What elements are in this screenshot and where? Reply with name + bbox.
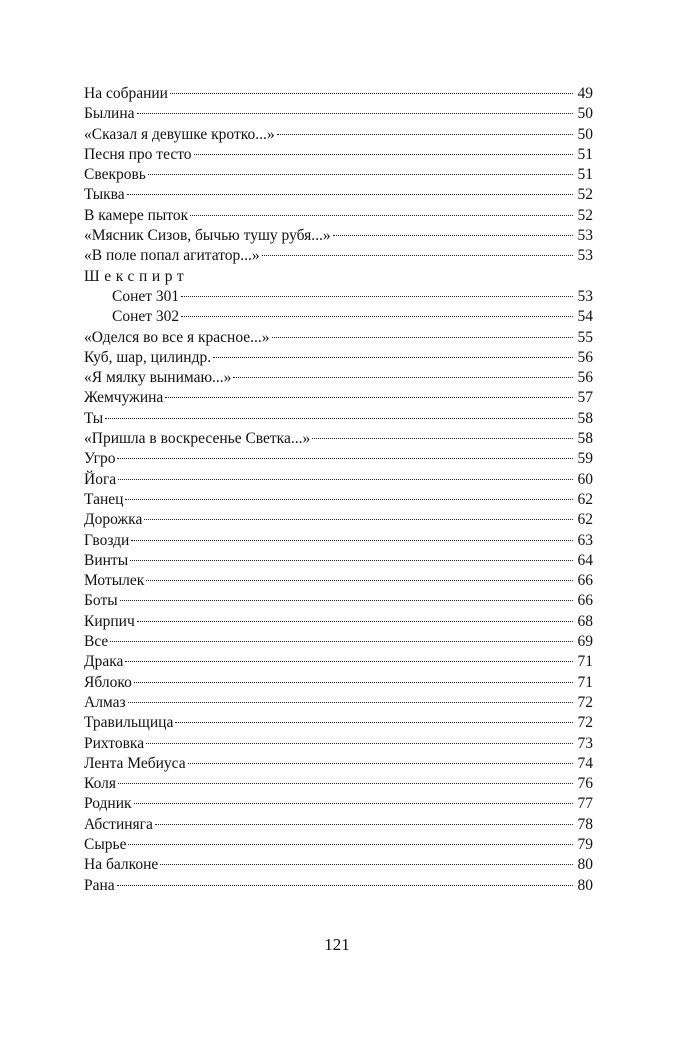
toc-entry-page: 62 bbox=[577, 490, 593, 508]
toc-entry bbox=[84, 794, 593, 814]
toc-entry-page: 49 bbox=[577, 85, 593, 102]
toc-entry-page: 52 bbox=[577, 206, 593, 224]
toc-entry-title: На балконе bbox=[84, 856, 159, 874]
dot-leader bbox=[312, 437, 573, 439]
toc-entry-title: Ты bbox=[84, 409, 104, 427]
dot-leader bbox=[155, 823, 573, 825]
toc-entry-title: Яблоко bbox=[84, 673, 132, 691]
dot-leader bbox=[125, 498, 573, 500]
toc-entry-page: 58 bbox=[577, 409, 593, 427]
toc-entry-title: Рана bbox=[84, 876, 115, 894]
toc-entry-page: 57 bbox=[577, 389, 593, 407]
dot-leader bbox=[134, 681, 573, 683]
toc-entry-page: 74 bbox=[577, 754, 593, 772]
toc-entry-page: 51 bbox=[577, 166, 593, 184]
toc-entry-title: Йога bbox=[84, 470, 117, 488]
toc-entry-page: 68 bbox=[577, 612, 593, 630]
toc-entry-page: 78 bbox=[577, 815, 593, 833]
toc-entry bbox=[84, 531, 593, 551]
toc-entry-title: Жемчужина bbox=[84, 389, 164, 407]
dot-leader bbox=[181, 295, 573, 297]
toc-entry-page: 50 bbox=[577, 125, 593, 143]
dot-leader bbox=[175, 721, 573, 723]
toc-entry bbox=[84, 429, 593, 449]
toc-entry-title: Куб, шар, цилиндр. bbox=[84, 348, 212, 366]
toc-entry bbox=[84, 409, 593, 429]
toc-entry-page: 53 bbox=[577, 227, 593, 245]
toc-entry-page: 59 bbox=[577, 450, 593, 468]
toc-entry bbox=[84, 328, 593, 348]
toc-entry bbox=[84, 490, 593, 510]
dot-leader bbox=[233, 376, 573, 378]
toc-entry-title: Родник bbox=[84, 795, 132, 813]
toc-entry bbox=[84, 693, 593, 713]
toc-entry-page: 62 bbox=[577, 511, 593, 529]
toc-entry-title: Все bbox=[84, 633, 109, 651]
toc-entry bbox=[84, 145, 593, 165]
toc-entry-title: Танец bbox=[84, 490, 124, 508]
toc-entry-page: 60 bbox=[577, 470, 593, 488]
dot-leader bbox=[127, 193, 573, 195]
toc-entry-title: «Я мялку вынимаю...» bbox=[84, 369, 232, 387]
toc-entry bbox=[84, 774, 593, 794]
toc-entry-title: В камере пыток bbox=[84, 206, 189, 224]
dot-leader bbox=[134, 802, 573, 804]
dot-leader bbox=[131, 539, 573, 541]
section-heading-title: Шекспирт bbox=[84, 267, 189, 285]
toc-entry bbox=[84, 815, 593, 835]
toc-entry-page: 54 bbox=[577, 308, 593, 326]
toc-entry-page: 72 bbox=[577, 693, 593, 711]
toc-entry bbox=[84, 246, 593, 266]
toc-entry bbox=[84, 673, 593, 693]
toc-entry-page: 53 bbox=[577, 287, 593, 305]
dot-leader bbox=[137, 620, 573, 622]
dot-leader bbox=[117, 457, 573, 459]
toc-entry-page: 55 bbox=[577, 328, 593, 346]
toc-entry bbox=[84, 713, 593, 733]
dot-leader bbox=[118, 782, 573, 784]
toc-entry-page: 56 bbox=[577, 348, 593, 366]
toc-entry-title: Свекровь bbox=[84, 166, 146, 184]
toc-entry-title: «В поле попал агитатор...» bbox=[84, 247, 260, 265]
toc-entry-page: 80 bbox=[577, 876, 593, 894]
toc-entry bbox=[84, 734, 593, 754]
dot-leader bbox=[194, 153, 573, 155]
toc-section-heading bbox=[84, 267, 593, 287]
dot-leader bbox=[160, 863, 573, 865]
toc-entry bbox=[84, 855, 593, 875]
dot-leader bbox=[105, 417, 573, 419]
toc-entry bbox=[84, 612, 593, 632]
toc-entry bbox=[84, 348, 593, 368]
dot-leader bbox=[130, 559, 573, 561]
dot-leader bbox=[272, 336, 573, 338]
dot-leader bbox=[146, 579, 573, 581]
toc-entry-page: 76 bbox=[577, 775, 593, 793]
toc-entry-page: 72 bbox=[577, 714, 593, 732]
toc-entry bbox=[84, 206, 593, 226]
toc-entry-title: Травильщица bbox=[84, 714, 174, 732]
toc-entry bbox=[84, 470, 593, 490]
dot-leader bbox=[118, 478, 573, 480]
dot-leader bbox=[110, 640, 573, 642]
toc-entry-title: «Мясник Сизов, бычью тушу рубя...» bbox=[84, 227, 331, 245]
toc-entry bbox=[84, 307, 593, 327]
dot-leader bbox=[144, 518, 573, 520]
dot-leader bbox=[213, 356, 573, 358]
toc-entry-page: 52 bbox=[577, 186, 593, 204]
toc-entry bbox=[84, 449, 593, 469]
table-of-contents bbox=[84, 84, 593, 896]
dot-leader bbox=[146, 742, 573, 744]
toc-entry-page: 66 bbox=[577, 592, 593, 610]
toc-entry-title: Лента Мебиуса bbox=[84, 754, 186, 772]
toc-entry bbox=[84, 510, 593, 530]
toc-entry-page: 77 bbox=[577, 795, 593, 813]
toc-entry-title: На собрании bbox=[84, 85, 168, 102]
dot-leader bbox=[333, 234, 573, 236]
toc-entry-page: 58 bbox=[577, 430, 593, 448]
toc-entry-page: 71 bbox=[577, 673, 593, 691]
dot-leader bbox=[120, 599, 573, 601]
toc-entry-page: 79 bbox=[577, 835, 593, 853]
toc-entry-page: 73 bbox=[577, 734, 593, 752]
toc-entry-title: Винты bbox=[84, 551, 129, 569]
toc-entry bbox=[84, 185, 593, 205]
toc-entry bbox=[84, 551, 593, 571]
toc-entry bbox=[84, 754, 593, 774]
toc-entry-title: Гвозди bbox=[84, 531, 130, 549]
toc-entry-page: 51 bbox=[577, 145, 593, 163]
toc-entry bbox=[84, 591, 593, 611]
toc-entry-title: Дорожка bbox=[84, 511, 143, 529]
toc-entry bbox=[84, 125, 593, 145]
dot-leader bbox=[170, 92, 573, 94]
dot-leader bbox=[165, 396, 573, 398]
toc-entry bbox=[84, 652, 593, 672]
toc-entry-title: Абстиняга bbox=[84, 815, 153, 833]
toc-entry bbox=[84, 835, 593, 855]
toc-entry-page: 64 bbox=[577, 551, 593, 569]
dot-leader bbox=[190, 214, 573, 216]
toc-entry-title: Кирпич bbox=[84, 612, 135, 630]
page-number: 121 bbox=[324, 935, 350, 954]
toc-entry-page: 63 bbox=[577, 531, 593, 549]
dot-leader bbox=[128, 843, 573, 845]
toc-entry bbox=[84, 165, 593, 185]
toc-entry-title: Сонет 302 bbox=[112, 308, 180, 326]
toc-entry-title: Угро bbox=[84, 450, 116, 468]
dot-leader bbox=[181, 315, 573, 317]
dot-leader bbox=[117, 884, 573, 886]
toc-entry-title: Коля bbox=[84, 775, 116, 793]
toc-entry-title: Драка bbox=[84, 653, 124, 671]
toc-entry-page: 50 bbox=[577, 105, 593, 123]
toc-entry-page: 53 bbox=[577, 247, 593, 265]
toc-entry-title: Сырье bbox=[84, 835, 127, 853]
dot-leader bbox=[148, 173, 573, 175]
dot-leader bbox=[277, 133, 573, 135]
toc-entry-title: Боты bbox=[84, 592, 118, 610]
toc-entry-page: 69 bbox=[577, 633, 593, 651]
dot-leader bbox=[188, 762, 573, 764]
toc-entry-page: 71 bbox=[577, 653, 593, 671]
toc-entry bbox=[84, 876, 593, 896]
toc-entry-page: 80 bbox=[577, 856, 593, 874]
toc-entry-title: Рихтовка bbox=[84, 734, 145, 752]
dot-leader bbox=[262, 254, 573, 256]
toc-entry-title: «Сказал я девушке кротко...» bbox=[84, 125, 275, 143]
toc-entry bbox=[84, 368, 593, 388]
toc-entry-title: Песня про тесто bbox=[84, 145, 192, 163]
toc-entry-page: 56 bbox=[577, 369, 593, 387]
toc-entry bbox=[84, 104, 593, 124]
dot-leader bbox=[128, 701, 573, 703]
toc-entry bbox=[84, 287, 593, 307]
toc-entry-page: 66 bbox=[577, 572, 593, 590]
toc-entry-title: «Пришла в воскресенье Светка...» bbox=[84, 430, 311, 448]
toc-entry-title: Былина bbox=[84, 105, 135, 123]
toc-entry bbox=[84, 632, 593, 652]
toc-entry-title: Тыква bbox=[84, 186, 125, 204]
toc-entry bbox=[84, 388, 593, 408]
dot-leader bbox=[137, 112, 573, 114]
toc-entry-title: Сонет 301 bbox=[112, 287, 180, 305]
toc-entry bbox=[84, 571, 593, 591]
toc-entry bbox=[84, 226, 593, 246]
toc-entry-title: Мотылек bbox=[84, 572, 145, 590]
toc-entry-title: Алмаз bbox=[84, 693, 126, 711]
toc-entry-title: «Оделся во все я красное...» bbox=[84, 328, 270, 346]
toc-entry bbox=[84, 84, 593, 104]
dot-leader bbox=[125, 660, 573, 662]
